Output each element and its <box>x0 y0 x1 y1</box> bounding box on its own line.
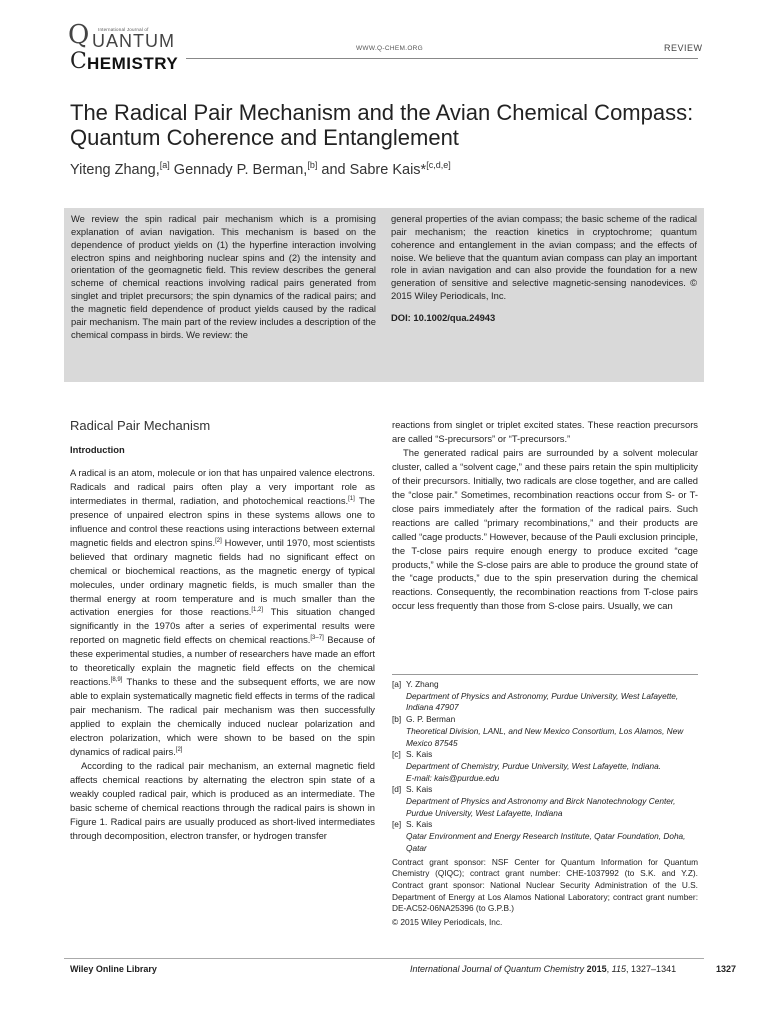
footer-rule <box>64 958 704 959</box>
affiliation-entry <box>392 784 698 796</box>
affiliation-address: Department of Physics and Astronomy and Birck Nanotechnology Center, Purdue University, West Lafayette, Indiana <box>406 796 676 818</box>
author-name: and Sabre Kais* <box>317 161 427 178</box>
affiliation-entry <box>392 749 698 761</box>
logo-word-chemistry: HEMISTRY <box>87 54 179 73</box>
journal-citation: International Journal of Quantum Chemistry 2015, 115, 1327–1341 <box>410 964 677 974</box>
citation[interactable]: [2] <box>175 746 183 753</box>
affiliation-address: Department of Chemistry, Purdue University, West Lafayette, Indiana. <box>406 760 662 771</box>
author-affiliation: [c,d,e] <box>426 160 451 170</box>
citation[interactable]: [1] <box>348 495 355 502</box>
logo-word-quantum: UANTUM <box>92 31 175 51</box>
paragraph <box>70 466 375 759</box>
affiliation-footnotes <box>392 679 698 929</box>
text-run: This situation changed significantly in the 1970s after a series of experimental results were reported on magnetic field effects on chemical reactions. <box>70 606 375 646</box>
author-affiliation: [a] <box>159 160 170 170</box>
affiliation-tag: [a] <box>392 679 402 689</box>
logo-letter-c: C <box>70 49 87 74</box>
citation[interactable]: [1,2] <box>251 607 264 614</box>
wiley-online-library[interactable]: Wiley Online Library <box>70 964 157 974</box>
header-rule <box>186 58 698 59</box>
citation[interactable]: [3–7] <box>310 635 324 642</box>
journal-volume: 115 <box>611 964 627 974</box>
section-label: REVIEW <box>664 43 703 53</box>
author-list <box>70 160 451 178</box>
journal-pages: 1327–1341 <box>631 964 677 974</box>
affiliation-entry <box>392 679 698 691</box>
affiliation-email[interactable]: E-mail: kais@purdue.edu <box>406 772 500 783</box>
logo-letter-q: Q <box>68 20 90 50</box>
affiliation-address: Department of Physics and Astronomy, Purdue University, West Lafayette, Indiana 47907 <box>406 690 679 713</box>
paragraph: According to the radical pair mechanism, an external magnetic field affects chemical reactions by alternating the electron spin state of a weakly coupled radical pair, which is produced as an intermediate. The basic scheme of chemical reactions through the radical pairs is shown in Figure 1. Radical pairs are usually produced as short-lived intermediates through decomposition, electron transfer, or hydrogen transfer <box>70 759 375 841</box>
body-column-1 <box>70 418 375 843</box>
affiliation-tag: [b] <box>392 714 402 725</box>
affiliation-tag: [c] <box>392 749 401 760</box>
author-affiliation: [b] <box>307 160 318 170</box>
journal-name: International Journal of Quantum Chemistry <box>410 964 585 974</box>
text-run: Thanks to these and the subsequent efforts, we are now able to explain systematically magnetic field effects in terms of the radical pair mechanism. The radical pair mechanism was then successfully applied to explain the chemically induced nuclear polarization and electron polarization, which were shown to be based on the spin dynamics of radical pairs. <box>70 676 375 758</box>
text-run: Because of these experimental studies, a number of researchers have made an effort to theoretically explain the magnetic field effects on the chemical reactions. <box>70 634 375 688</box>
affiliation-name: Y. Zhang <box>406 679 439 689</box>
journal-url[interactable]: WWW.Q-CHEM.ORG <box>356 45 424 52</box>
body-column-2 <box>392 418 698 613</box>
paragraph: reactions from singlet or triplet excited states. These reaction precursors are called “S-precursors” or “T-precursors.” <box>392 419 698 444</box>
journal-logo <box>68 20 198 74</box>
abstract-column-1: We review the spin radical pair mechanism which is a promising explanation of avian navigation. This mechanism is based on the dependence of product yields on (1) the hyperfine interaction involving electron spins and neighboring nuclear spins and (2) the intensity and orientation of the geomagnetic field. This review describes the general scheme of chemical reactions involving radical pairs generated from singlet and triplet precursors; the spin dynamics of the radical pairs; and the magnetic field dependence of product yields caused by the radical pair mechanism. The main part of the review includes a description of the chemical compass in birds. We review: the <box>71 213 376 340</box>
affiliation-entry <box>392 714 698 726</box>
author-name: Yiteng Zhang, <box>70 161 160 178</box>
doi[interactable]: DOI: 10.1002/qua.24943 <box>391 311 496 323</box>
subsection-heading: Introduction <box>70 444 125 455</box>
grant-sponsors: Contract grant sponsor: NSF Center for Quantum Information for Quantum Chemistry (QIQC); contract grant number: CHE-1037992 (to S.K. and Y.Z). Contract grant sponsor: National Nuclear Security Administration of the U.S. Department of Energy at Los Alamos National Laboratory; contract grant number: DE-AC52-06NA25396 (to G.P.B.) <box>392 856 698 914</box>
affiliation-tag: [e] <box>392 819 402 830</box>
author-name: Gennady P. Berman, <box>169 161 308 178</box>
text-run: A radical is an atom, molecule or ion that has unpaired valence electrons. Radicals and radical pairs often play a very important role as intermediates in thermal, radiation, and photochemical reactions. <box>70 466 375 506</box>
affiliation-name: S. Kais <box>406 784 433 795</box>
abstract-text: general properties of the avian compass; the basic scheme of the radical pair mechanism; the reaction kinetics in cryptochrome; quantum coherence and entanglement in the avian compass; and the effects of noise. We believe that the quantum avian compass can play an important role in avian navigation and can also provide the foundation for a new generation of sensitive and selective magnetic-sensing nanodevices. © 2015 Wiley Periodicals, Inc. <box>391 213 697 302</box>
affiliation-tag: [d] <box>392 784 402 795</box>
footnote-copyright: © 2015 Wiley Periodicals, Inc. <box>392 917 503 928</box>
section-heading: Radical Pair Mechanism <box>70 418 211 433</box>
abstract-column-2 <box>391 213 697 325</box>
affiliation-name: S. Kais <box>406 749 433 760</box>
affiliation-name: G. P. Berman <box>406 714 456 725</box>
paragraph: The generated radical pairs are surrounded by a solvent molecular cluster, called a “solvent cage,” and these pairs retain the spin multiplicity of their precursors. Initially, two radicals are close together, and are called the “close pair.” Sometimes, recombination reactions occur from S- or T-close pairs immediately after the formation of the radical pairs. Such reactions are called “primary recombinations,” and their products are called “cage products.” However, because of the Pauli exclusion principle, the T-close pairs require enough energy to produce excited “cage products,” while the S-close pairs are able to produce the ground state of the “cage products,” due to the spin preservation during the chemical reactions. Consequently, the recombination reactions from T-close pairs occur less frequently than those from S-close pairs. Usually, we can <box>392 446 698 612</box>
journal-year: 2015 <box>586 964 607 974</box>
affiliation-address: Qatar Environment and Energy Research Institute, Qatar Foundation, Doha, Qatar <box>406 831 686 853</box>
page-number: 1327 <box>716 964 737 974</box>
article-title: The Radical Pair Mechanism and the Avian Chemical Compass: Quantum Coherence and Entanglement <box>70 100 694 150</box>
text-run: However, until 1970, most scientists believed that ordinary magnetic fields had no significant effect on chemical or biochemical reactions, as the magnetic energy of typical molecules, under ordinary magnetic fields, is much smaller than the thermal energy at room temperature and is much smaller than the activation energies for those reactions. <box>70 536 375 618</box>
abstract-box <box>64 208 704 382</box>
affiliation-entry <box>392 819 698 831</box>
citation[interactable]: [2] <box>215 537 222 544</box>
footnote-rule <box>392 674 698 675</box>
logo-small-text: International Journal of <box>98 27 149 32</box>
citation[interactable]: [8,9] <box>110 677 123 684</box>
affiliation-name: S. Kais <box>406 819 433 830</box>
text-run: The presence of unpaired electron spins in these systems allows one to influence and control these reactions using interactions between external magnetic fields and electron spins. <box>70 494 376 548</box>
affiliation-address: Theoretical Division, LANL, and New Mexico Consortium, Los Alamos, New Mexico 87545 <box>406 725 684 748</box>
